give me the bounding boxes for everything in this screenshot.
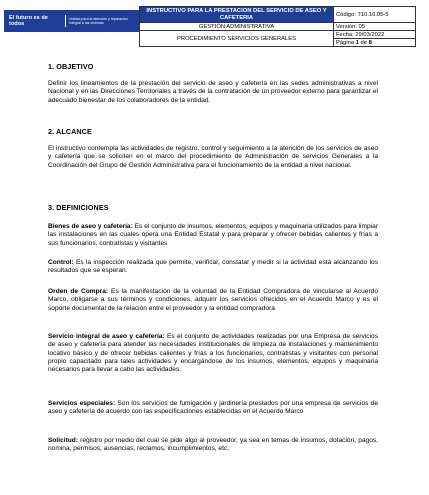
section-alcance-title: 2. ALCANCE	[48, 127, 92, 136]
definition-orden-compra: Orden de Compra: Es la manifestación de la voluntad de la Entidad Compradora de vincularse al Acuerdo Marco, obligarse a sus términos y condiciones, adquirir los servicios ofrecidos en el Acuerdo Marco y es el soporte documental de la relación entre el proveedor y la entidad compradora	[48, 288, 378, 312]
section-objetivo-title: 1. OBJETIVO	[48, 62, 94, 71]
document-version: Versión: 05	[334, 23, 416, 31]
document-area: GESTIÓN ADMINISTRATIVA	[140, 23, 334, 31]
definition-servicios-especiales: Servicios especiales: Son los servicios de fumigación y jardinería prestados por una empresa de servicios de aseo y cafetería de acuerdo con las especificaciones establecidas en el Acuerdo Marco	[48, 400, 378, 416]
logo-divider	[65, 15, 66, 27]
logo-text-primary: El futuro es de todos	[9, 15, 48, 27]
section-alcance-text: El instructivo contempla las actividades de registro, control y seguimiento a la atención de los servicios de aseo y cafetería que se soliciten en el marco del procedimiento de Administración de servicios Generales a la Coordinación del Grupo de Gestión Administrativa para el funcionamiento de la entidad a nivel nacional.	[48, 145, 378, 169]
definition-solicitud: Solicitud: registro por medio del cual se pide algo al proveedor, ya sea en temas de insumos, dotación, pagos, nomina, permisos, ausencias, reclamos, incumplimientos, etc.	[48, 437, 378, 453]
logo-text-secondary: Unidad para la atención y reparación integral a las víctimas	[69, 17, 128, 25]
document-code: Código: 710.16.05-5	[334, 7, 416, 23]
definition-control: Control: Es la inspección realizada que permite, verificar, constatar y medir si la actividad está alcanzando los resultados que se esperan.	[48, 259, 378, 275]
header-logo	[4, 10, 139, 32]
header-table	[139, 6, 416, 47]
definition-servicio-integral: Servicio integral de aseo y cafetería: Es el conjunto de actividades realizadas por una Empresa de servicios de aseo y cafetería para atender las necesidades institucionales de limpieza de instalaciones y mantenimiento locativo básico y de ofrecer bebidas calientes y frías a los funcionarios, contratistas y visitantes con personal propio capacitado para tales actividades y encargándose de los insumos, elementos, equipos y maquinaria necesarios para llevar a cabo las actividades.	[48, 333, 378, 374]
page-number: Página 1 de 8	[334, 39, 416, 47]
section-objetivo-text: Definir los lineamientos de la prestación del servicio de aseo y cafetería en las sedes administrativas a nivel Nacional y en las Direcciones Territoriales a través de la contratación de un proveedor externo para garantizar el adecuado bienestar de los colaboradores de la entidad.	[48, 80, 378, 104]
section-definiciones-title: 3. DEFINICIONES	[48, 203, 109, 212]
document-procedure: PROCEDIMIENTO SERVICIOS GENERALES	[140, 31, 334, 47]
document-title: INSTRUCTIVO PARA LA PRESTACION DEL SERVICIO DE ASEO Y CAFETERIA	[140, 7, 334, 23]
document-date: Fecha: 29/03/2022	[334, 31, 416, 39]
definition-bienes: Bienes de aseo y cafetería: Es el conjunto de insumos, elementos, equipos y maquinaria utilizados para limpiar las instalaciones en las cuales opera una Entidad Estatal y para preparar y ofrecer bebidas calientes y frías a sus funcionarios, contratistas y visitantes	[48, 223, 378, 247]
